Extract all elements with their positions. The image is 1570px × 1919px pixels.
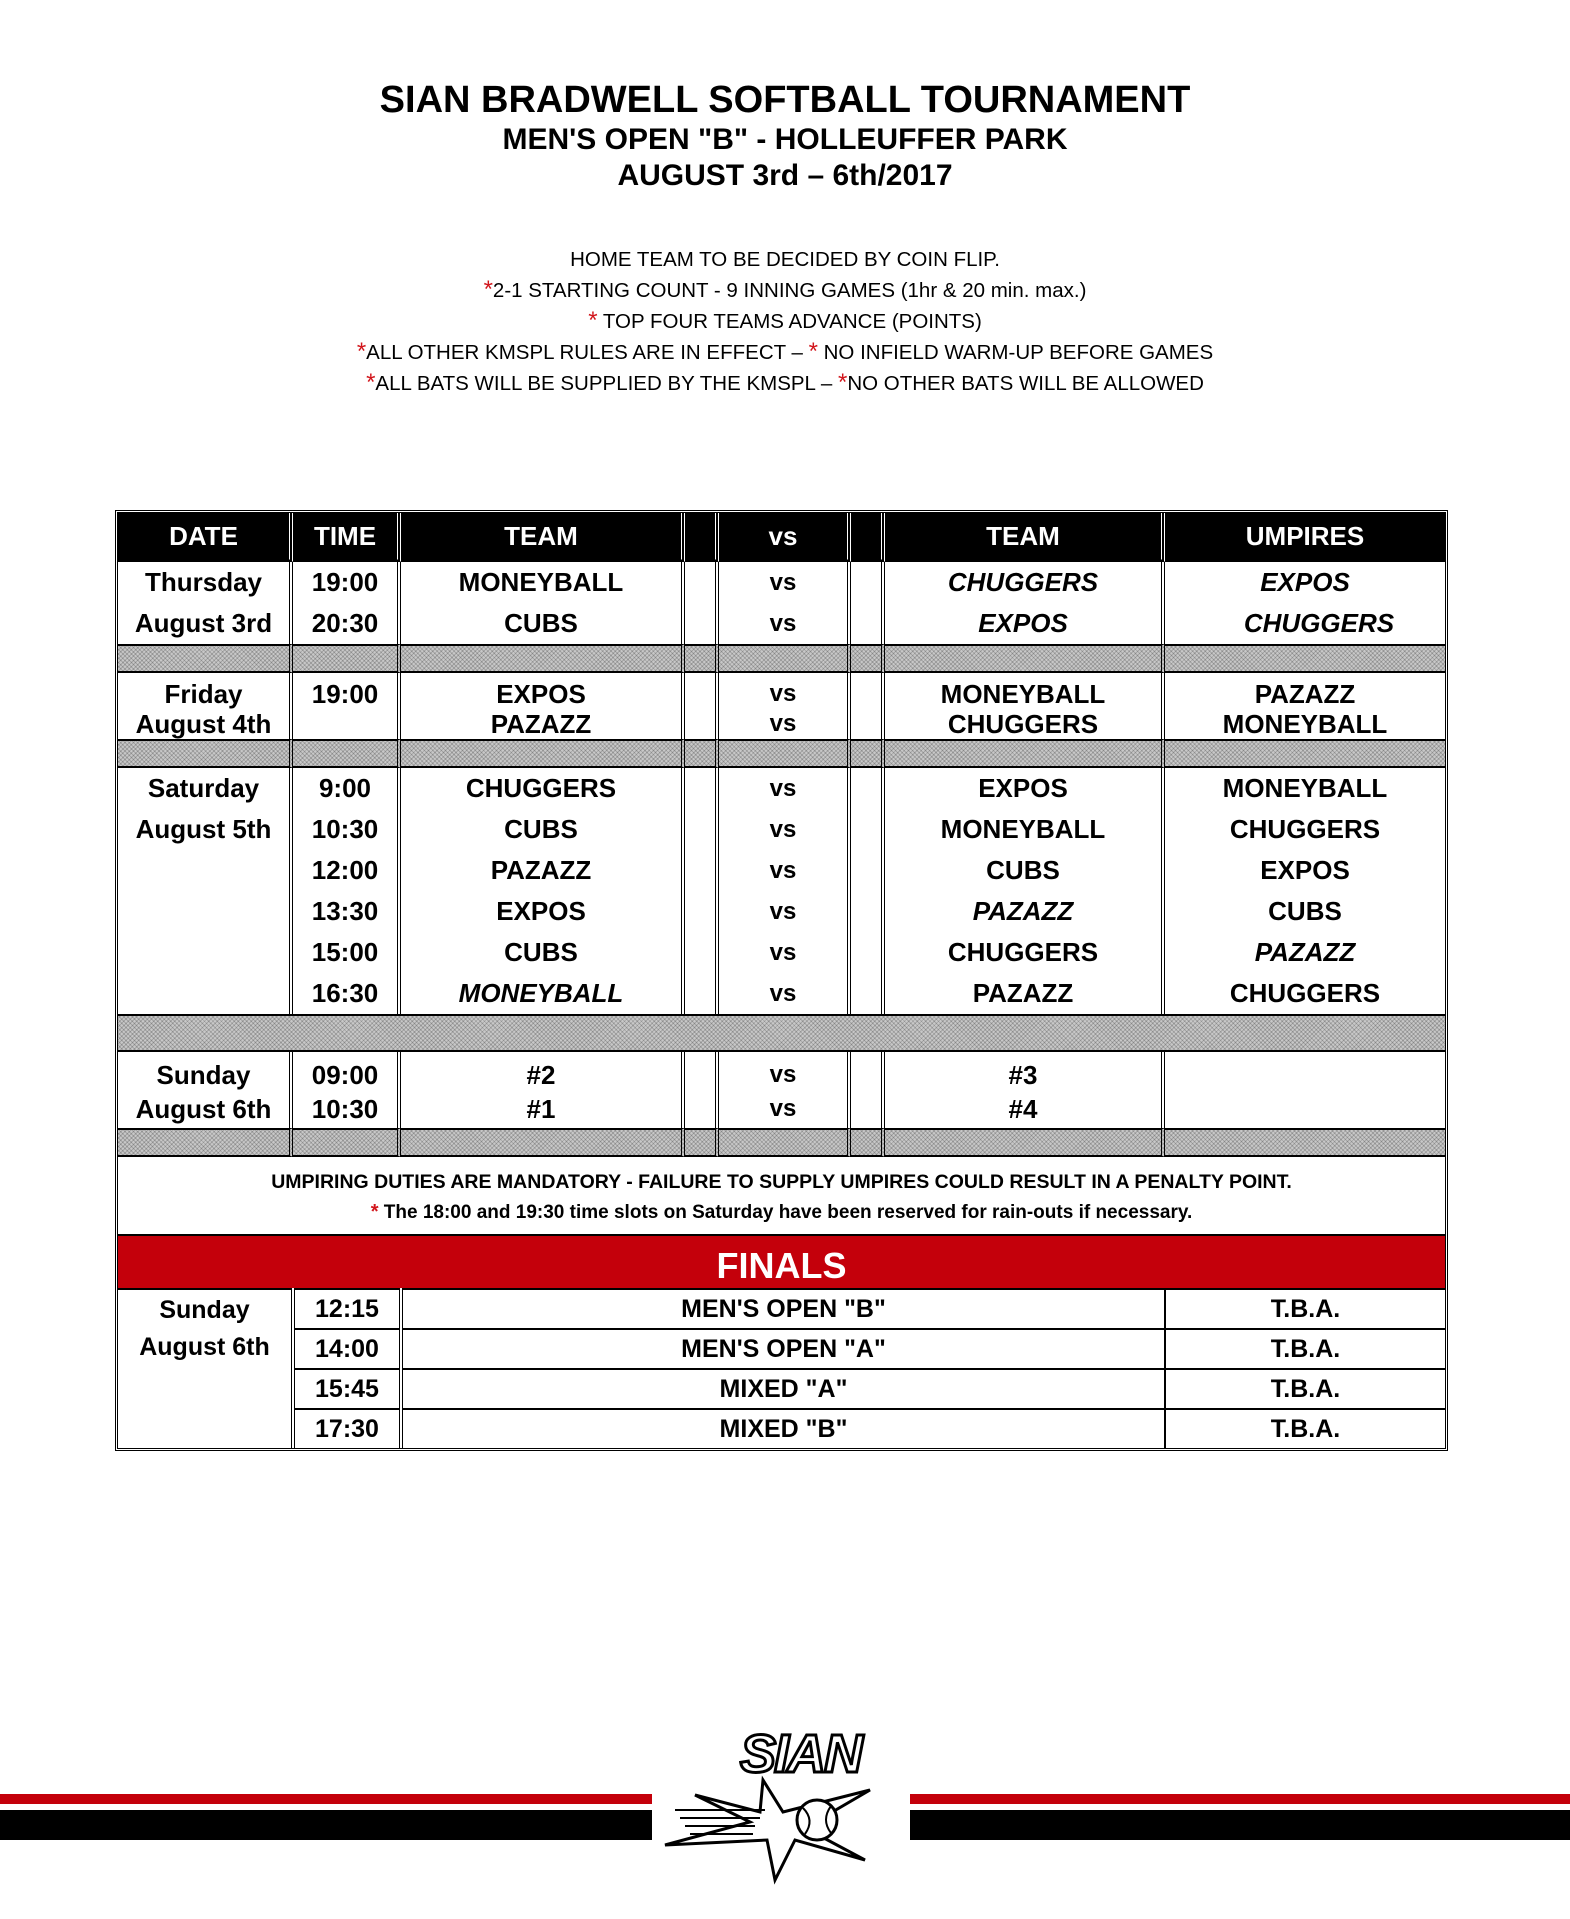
umpire-team: MONEYBALL [1222,709,1388,739]
vs-label: vs [769,939,797,966]
away-seed: #3 [1008,1060,1038,1090]
time-cell [293,562,401,644]
finals-division: MIXED "A" [401,1369,1165,1409]
home-team: CUBS [504,608,578,638]
game-time: 9:00 [318,773,372,803]
header-team-1: TEAM [401,513,685,562]
game-time: 09:00 [311,1060,379,1090]
finals-umpires: T.B.A. [1165,1369,1445,1409]
header-spacer [851,513,885,562]
rainout-notice: * The 18:00 and 19:30 time slots on Saturday have been reserved for rain-outs if necessary. [370,1201,1193,1223]
umpires-cell [1165,768,1445,1014]
spacer-cell [685,768,719,1014]
away-team: CHUGGERS [947,937,1099,967]
game-time [293,709,397,739]
rule-line: *ALL BATS WILL BE SUPPLIED BY THE KMSPL – *NO OTHER BATS WILL BE ALLOWED [366,369,1204,396]
game-time: 13:30 [311,896,379,926]
finals-umpires: T.B.A. [1165,1289,1445,1329]
finals-row [118,1369,1445,1409]
division-venue: MEN'S OPEN "B" - HOLLEUFFER PARK [502,123,1068,156]
away-team: PAZAZZ [972,978,1074,1008]
tournament-title: SIAN BRADWELL SOFTBALL TOURNAMENT [379,79,1191,121]
asterisk: * [356,338,367,365]
game-time: 19:00 [311,567,379,597]
finals-division: MEN'S OPEN "B" [401,1289,1165,1329]
finals-time: 17:30 [293,1409,401,1448]
vs-cell [719,562,851,644]
header-umpires: UMPIRES [1165,513,1445,562]
footer-stripe-left [0,1794,652,1840]
day-block-sunday [118,1052,1445,1128]
rule-line: * TOP FOUR TEAMS ADVANCE (POINTS) [588,307,982,334]
umpire-team: CHUGGERS [1243,608,1395,638]
asterisk: * [366,369,376,396]
umpire-team [1165,1060,1445,1090]
asterisk: * [838,369,848,396]
spacer-cell [851,673,885,739]
separator-row [118,644,1445,673]
umpiring-notice: UMPIRING DUTIES ARE MANDATORY - FAILURE TO SUPPLY UMPIRES COULD RESULT IN A PENALTY POINT. [271,1171,1292,1193]
finals-division: MIXED "B" [401,1409,1165,1448]
finals-row [118,1289,1445,1329]
header-time: TIME [293,513,401,562]
header [0,78,1570,194]
rule-line: *ALL OTHER KMSPL RULES ARE IN EFFECT – * NO INFIELD WARM-UP BEFORE GAMES [356,338,1214,365]
day-date: August 4th [135,709,272,739]
home-team: EXPOS [496,679,586,709]
game-time: 20:30 [311,608,379,638]
day-date: August 5th [135,814,272,844]
away-team: EXPOS [978,773,1068,803]
date-cell [118,562,293,644]
spacer-cell [685,673,719,739]
vs-label: vs [769,1061,797,1088]
game-time: 10:30 [311,814,379,844]
finals-division: MEN'S OPEN "A" [401,1329,1165,1369]
home-team: CUBS [504,814,578,844]
home-team: EXPOS [496,896,586,926]
rule-line: HOME TEAM TO BE DECIDED BY COIN FLIP. [570,248,1000,271]
umpire-team: CHUGGERS [1229,814,1381,844]
umpire-team: PAZAZZ [1254,679,1356,709]
home-team: MONEYBALL [458,567,624,597]
game-time: 16:30 [311,978,379,1008]
asterisk: * [808,338,818,365]
vs-cell [719,673,851,739]
star-icon [665,1780,870,1880]
game-time: 19:00 [311,679,379,709]
away-team: CUBS [986,855,1060,885]
vs-label: vs [769,569,797,596]
vs-label: vs [769,980,797,1007]
sian-logo [655,1720,915,1885]
day-name: Sunday [156,1060,251,1090]
finals-banner: FINALS [118,1234,1445,1288]
day-date: August 6th [139,1333,270,1361]
umpire-team [1165,1090,1445,1128]
vs-label: vs [769,710,797,737]
day-name: Thursday [144,567,263,597]
finals-row [118,1409,1445,1448]
spacer-cell [685,562,719,644]
vs-label: vs [769,1095,797,1122]
footer-stripe-right [910,1794,1570,1840]
vs-label: vs [769,898,797,925]
day-block-thursday [118,562,1445,644]
day-name: Friday [164,679,243,709]
team-2-cell [885,673,1165,739]
header-team-2: TEAM [885,513,1165,562]
vs-cell [719,768,851,1014]
header-spacer [685,513,719,562]
time-cell [293,673,401,739]
team-2-cell [885,1052,1165,1128]
finals-date-cell [118,1289,293,1448]
away-team: CHUGGERS [947,567,1099,597]
rules-block [0,245,1570,399]
game-time: 10:30 [311,1094,379,1124]
team-1-cell [401,673,685,739]
vs-label: vs [769,857,797,884]
team-2-cell [885,768,1165,1014]
asterisk: * [483,276,493,303]
umpire-team: PAZAZZ [1254,937,1356,967]
spacer-cell [685,1052,719,1128]
notice-block [118,1157,1445,1234]
home-team: CUBS [504,937,578,967]
separator-row [118,1128,1445,1157]
finals-table [118,1288,1445,1448]
finals-umpires: T.B.A. [1165,1409,1445,1448]
schedule-table [118,513,1445,1157]
day-block-saturday [118,768,1445,1014]
day-name: Saturday [147,773,260,803]
umpire-team: CUBS [1268,896,1342,926]
away-team: PAZAZZ [972,896,1074,926]
day-name: Sunday [159,1296,250,1324]
away-team: EXPOS [978,608,1068,638]
umpires-cell [1165,1052,1445,1128]
asterisk: * [370,1201,379,1223]
day-date: August 3rd [134,608,273,638]
umpire-team: CHUGGERS [1229,978,1381,1008]
game-time: 12:00 [311,855,379,885]
header-vs: vs [719,513,851,562]
away-team: CHUGGERS [947,709,1099,739]
home-team: CHUGGERS [465,773,617,803]
spacer-cell [851,768,885,1014]
umpire-team: MONEYBALL [1222,773,1388,803]
time-cell [293,768,401,1014]
team-1-cell [401,1052,685,1128]
spacer-cell [851,1052,885,1128]
finals-time: 15:45 [293,1369,401,1409]
table-header-row [118,513,1445,562]
day-date: August 6th [135,1094,272,1124]
team-1-cell [401,768,685,1014]
team-2-cell [885,562,1165,644]
finals-row [118,1329,1445,1369]
vs-label: vs [769,610,797,637]
rule-line: *2-1 STARTING COUNT - 9 INNING GAMES (1hr & 20 min. max.) [483,276,1087,303]
softball-icon [797,1800,837,1840]
finals-umpires: T.B.A. [1165,1329,1445,1369]
finals-time: 12:15 [293,1289,401,1329]
schedule-table-frame [115,510,1448,1451]
umpire-team: EXPOS [1260,567,1350,597]
logo-text: SIAN [740,1724,862,1784]
away-seed: #4 [1008,1094,1038,1124]
umpires-cell [1165,562,1445,644]
date-cell [118,1052,293,1128]
asterisk: * [588,307,598,334]
time-cell [293,1052,401,1128]
separator-row [118,739,1445,768]
home-team: MONEYBALL [458,978,624,1008]
date-cell [118,768,293,1014]
header-date: DATE [118,513,293,562]
umpire-team: EXPOS [1260,855,1350,885]
umpires-cell [1165,673,1445,739]
away-team: MONEYBALL [940,814,1106,844]
home-seed: #1 [526,1094,556,1124]
home-team: PAZAZZ [490,855,592,885]
vs-cell [719,1052,851,1128]
home-team: PAZAZZ [490,709,592,739]
spacer-cell [851,562,885,644]
vs-label: vs [769,775,797,802]
game-time: 15:00 [311,937,379,967]
finals-time: 14:00 [293,1329,401,1369]
home-seed: #2 [526,1060,556,1090]
vs-label: vs [769,816,797,843]
team-1-cell [401,562,685,644]
separator-row [118,1014,1445,1052]
vs-label: vs [769,680,797,707]
date-cell [118,673,293,739]
day-block-friday [118,673,1445,739]
tournament-dates: AUGUST 3rd – 6th/2017 [617,159,953,192]
away-team: MONEYBALL [940,679,1106,709]
